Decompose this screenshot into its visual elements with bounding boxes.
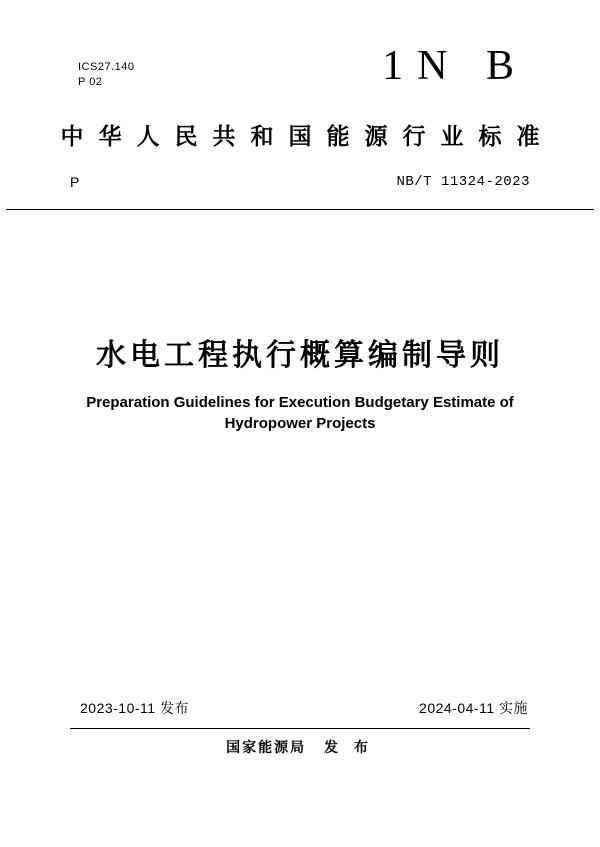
issuer-line	[0, 737, 600, 757]
standard-number: NB/T 11324-2023	[396, 174, 530, 190]
issuer-action: 发 布	[324, 739, 374, 755]
document-title-chinese: 水电工程执行概算编制导则	[96, 339, 504, 372]
doc-class-code: P 02	[78, 76, 103, 88]
header-divider	[6, 209, 594, 210]
footer-divider	[70, 728, 530, 729]
issue-date: 2023-10-11 发布	[80, 700, 189, 716]
document-title-english: Preparation Guidelines for Execution Budgetary Estimate of Hydropower Projects	[86, 394, 514, 432]
nb-logo: 1N B	[382, 43, 528, 89]
implement-date: 2024-04-11 实施	[419, 700, 528, 716]
p-mark: P	[70, 174, 80, 190]
ics-code: ICS27.140	[78, 61, 135, 73]
issuer-name: 国家能源局	[226, 739, 307, 755]
standard-category-title: 中华人民共和国能源行业标准	[60, 123, 555, 149]
ics-classification	[78, 60, 134, 90]
